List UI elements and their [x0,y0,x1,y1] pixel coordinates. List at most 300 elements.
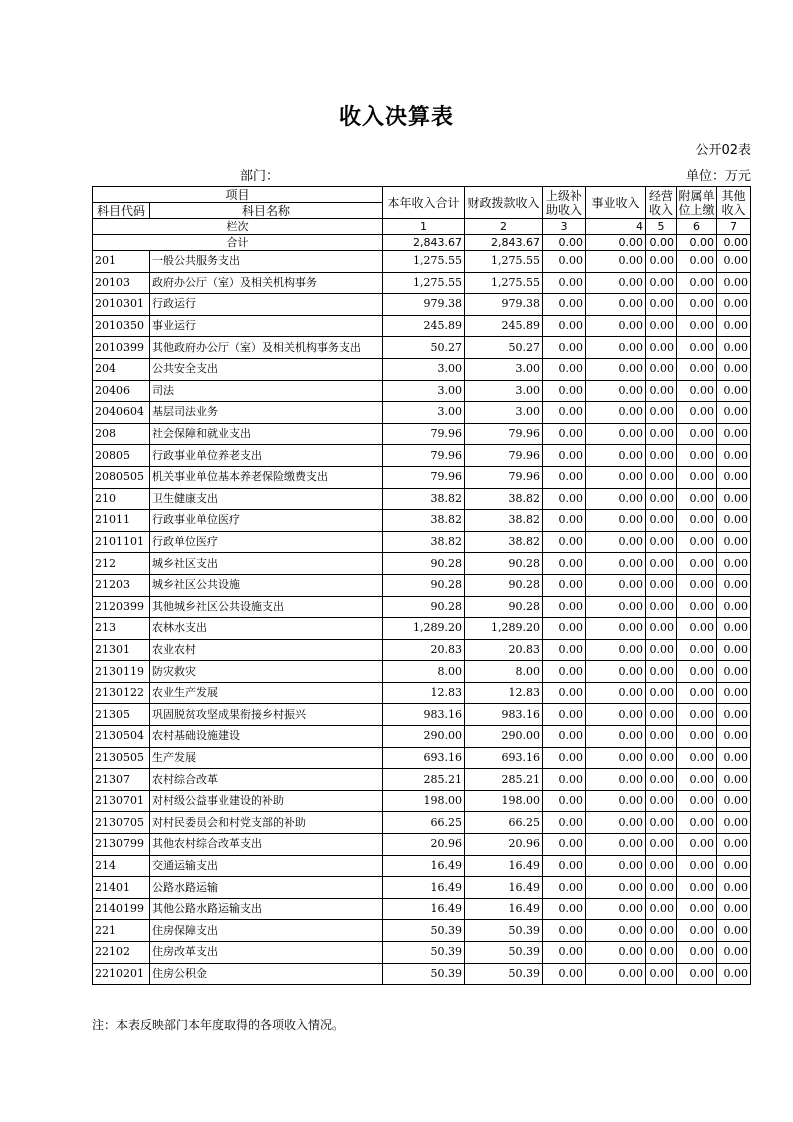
total-income: 3.00 [383,380,465,402]
fiscal-income: 1,275.55 [465,272,543,294]
other-income: 0.00 [717,294,751,316]
upper-income: 0.00 [543,769,586,791]
total-income: 983.16 [383,704,465,726]
total-value: 2,843.67 [465,235,543,251]
fiscal-income: 38.82 [465,488,543,510]
subject-code: 2010350 [93,315,150,337]
operating-income: 0.00 [646,661,677,683]
total-income: 38.82 [383,510,465,532]
operating-income: 0.00 [646,251,677,273]
other-income: 0.00 [717,251,751,273]
operating-income: 0.00 [646,769,677,791]
subject-code: 21305 [93,704,150,726]
upper-income: 0.00 [543,942,586,964]
fiscal-income: 979.38 [465,294,543,316]
table-code: 公开02表 [695,143,751,158]
upper-income: 0.00 [543,251,586,273]
subject-code: 2040604 [93,402,150,424]
upper-income: 0.00 [543,531,586,553]
subject-name: 城乡社区公共设施 [150,574,383,596]
upper-income: 0.00 [543,639,586,661]
affiliated-income: 0.00 [677,423,717,445]
subject-name: 其他城乡社区公共设施支出 [150,596,383,618]
subject-name: 事业运行 [150,315,383,337]
subject-code: 22102 [93,942,150,964]
header-affiliated: 附属单位上缴 [678,188,715,217]
col-num: 1 [383,219,465,235]
affiliated-income: 0.00 [677,380,717,402]
col-num: 4 [586,219,646,235]
header-item: 项目 [93,187,383,203]
upper-income: 0.00 [543,920,586,942]
total-income: 979.38 [383,294,465,316]
table-row [93,337,751,359]
subject-name: 卫生健康支出 [150,488,383,510]
table-row [93,855,751,877]
subject-name: 其他公路水路运输支出 [150,898,383,920]
operating-income: 0.00 [646,574,677,596]
fiscal-income: 66.25 [465,812,543,834]
other-income: 0.00 [717,963,751,985]
upper-income: 0.00 [543,963,586,985]
affiliated-income: 0.00 [677,834,717,856]
business-income: 0.00 [586,920,646,942]
other-income: 0.00 [717,531,751,553]
fiscal-income: 90.28 [465,596,543,618]
subject-code: 2130799 [93,834,150,856]
business-income: 0.00 [586,618,646,640]
subject-name: 一般公共服务支出 [150,251,383,273]
affiliated-income: 0.00 [677,618,717,640]
header-name: 科目名称 [150,203,383,219]
unit-label: 单位：万元 [685,169,751,184]
affiliated-income: 0.00 [677,596,717,618]
col-num: 5 [646,219,677,235]
subject-name: 住房公积金 [150,963,383,985]
operating-income: 0.00 [646,466,677,488]
business-income: 0.00 [586,272,646,294]
subject-name: 防灾救灾 [150,661,383,683]
table-row [93,898,751,920]
subject-code: 212 [93,553,150,575]
affiliated-income: 0.00 [677,726,717,748]
operating-income: 0.00 [646,790,677,812]
total-income: 285.21 [383,769,465,791]
business-income: 0.00 [586,834,646,856]
fiscal-income: 245.89 [465,315,543,337]
subject-name: 行政事业单位医疗 [150,510,383,532]
subject-code: 2080505 [93,466,150,488]
fiscal-income: 20.96 [465,834,543,856]
other-income: 0.00 [717,618,751,640]
fiscal-income: 50.39 [465,920,543,942]
table-row [93,402,751,424]
subject-name: 行政事业单位养老支出 [150,445,383,467]
subject-code: 21301 [93,639,150,661]
upper-income: 0.00 [543,747,586,769]
table-row [93,488,751,510]
table-row [93,920,751,942]
upper-income: 0.00 [543,618,586,640]
subject-name: 农业农村 [150,639,383,661]
col-num: 2 [465,219,543,235]
operating-income: 0.00 [646,877,677,899]
subject-name: 行政运行 [150,294,383,316]
other-income: 0.00 [717,747,751,769]
fiscal-income: 16.49 [465,898,543,920]
table-row [93,726,751,748]
subject-name: 公路水路运输 [150,877,383,899]
subject-code: 21401 [93,877,150,899]
total-income: 79.96 [383,423,465,445]
upper-income: 0.00 [543,358,586,380]
subject-name: 对村级公益事业建设的补助 [150,790,383,812]
fiscal-income: 285.21 [465,769,543,791]
fiscal-income: 3.00 [465,402,543,424]
affiliated-income: 0.00 [677,337,717,359]
business-income: 0.00 [586,337,646,359]
upper-income: 0.00 [543,423,586,445]
total-income: 38.82 [383,488,465,510]
subject-code: 21307 [93,769,150,791]
fiscal-income: 79.96 [465,466,543,488]
total-income: 38.82 [383,531,465,553]
affiliated-income: 0.00 [677,769,717,791]
operating-income: 0.00 [646,531,677,553]
operating-income: 0.00 [646,639,677,661]
other-income: 0.00 [717,661,751,683]
affiliated-income: 0.00 [677,747,717,769]
total-value: 0.00 [677,235,717,251]
subject-name: 对村民委员会和村党支部的补助 [150,812,383,834]
business-income: 0.00 [586,251,646,273]
affiliated-income: 0.00 [677,315,717,337]
subject-code: 21011 [93,510,150,532]
other-income: 0.00 [717,898,751,920]
business-income: 0.00 [586,402,646,424]
table-row [93,574,751,596]
table-row [93,358,751,380]
operating-income: 0.00 [646,337,677,359]
table-row [93,251,751,273]
subject-name: 司法 [150,380,383,402]
total-income: 16.49 [383,898,465,920]
upper-income: 0.00 [543,661,586,683]
total-income: 20.96 [383,834,465,856]
fiscal-income: 1,289.20 [465,618,543,640]
table-row [93,618,751,640]
upper-income: 0.00 [543,574,586,596]
affiliated-income: 0.00 [677,682,717,704]
other-income: 0.00 [717,920,751,942]
business-income: 0.00 [586,358,646,380]
upper-income: 0.00 [543,898,586,920]
upper-income: 0.00 [543,380,586,402]
operating-income: 0.00 [646,402,677,424]
affiliated-income: 0.00 [677,251,717,273]
table-row [93,834,751,856]
other-income: 0.00 [717,855,751,877]
business-income: 0.00 [586,661,646,683]
total-income: 693.16 [383,747,465,769]
affiliated-income: 0.00 [677,272,717,294]
subject-name: 交通运输支出 [150,855,383,877]
subject-code: 2130705 [93,812,150,834]
department-label: 部门： [240,169,280,184]
total-value: 0.00 [586,235,646,251]
other-income: 0.00 [717,769,751,791]
other-income: 0.00 [717,682,751,704]
fiscal-income: 983.16 [465,704,543,726]
total-income: 198.00 [383,790,465,812]
operating-income: 0.00 [646,596,677,618]
col-num: 7 [717,219,751,235]
total-income: 50.39 [383,920,465,942]
business-income: 0.00 [586,726,646,748]
business-income: 0.00 [586,315,646,337]
subject-code: 213 [93,618,150,640]
subject-code: 2010301 [93,294,150,316]
affiliated-income: 0.00 [677,877,717,899]
subject-name: 农业生产发展 [150,682,383,704]
business-income: 0.00 [586,898,646,920]
operating-income: 0.00 [646,380,677,402]
fiscal-income: 1,275.55 [465,251,543,273]
other-income: 0.00 [717,337,751,359]
subject-name: 城乡社区支出 [150,553,383,575]
fiscal-income: 12.83 [465,682,543,704]
total-income: 245.89 [383,315,465,337]
total-income: 50.39 [383,942,465,964]
other-income: 0.00 [717,704,751,726]
other-income: 0.00 [717,596,751,618]
table-row [93,445,751,467]
total-value: 0.00 [717,235,751,251]
subject-name: 住房改革支出 [150,942,383,964]
operating-income: 0.00 [646,855,677,877]
subject-code: 2130122 [93,682,150,704]
table-row [93,963,751,985]
business-income: 0.00 [586,963,646,985]
subject-code: 221 [93,920,150,942]
operating-income: 0.00 [646,488,677,510]
operating-income: 0.00 [646,726,677,748]
header-total: 本年收入合计 [383,187,465,219]
affiliated-income: 0.00 [677,704,717,726]
other-income: 0.00 [717,877,751,899]
total-income: 90.28 [383,553,465,575]
subject-name: 公共安全支出 [150,358,383,380]
subject-name: 社会保障和就业支出 [150,423,383,445]
total-income: 16.49 [383,877,465,899]
column-number-row [93,219,751,235]
other-income: 0.00 [717,315,751,337]
business-income: 0.00 [586,531,646,553]
affiliated-income: 0.00 [677,488,717,510]
other-income: 0.00 [717,380,751,402]
table-row [93,661,751,683]
fiscal-income: 90.28 [465,553,543,575]
business-income: 0.00 [586,380,646,402]
table-row [93,510,751,532]
total-income: 16.49 [383,855,465,877]
table-row [93,639,751,661]
upper-income: 0.00 [543,704,586,726]
upper-income: 0.00 [543,855,586,877]
affiliated-income: 0.00 [677,553,717,575]
business-income: 0.00 [586,747,646,769]
business-income: 0.00 [586,769,646,791]
table-row [93,747,751,769]
other-income: 0.00 [717,574,751,596]
column-label: 栏次 [93,219,383,235]
header-other: 其他收入 [717,187,751,219]
affiliated-income: 0.00 [677,639,717,661]
fiscal-income: 3.00 [465,358,543,380]
page-title: 收入决算表 [338,105,454,130]
business-income: 0.00 [586,812,646,834]
total-income: 3.00 [383,358,465,380]
affiliated-income: 0.00 [677,790,717,812]
table-row [93,704,751,726]
table-row [93,294,751,316]
total-label: 合计 [93,235,383,251]
total-income: 90.28 [383,574,465,596]
upper-income: 0.00 [543,402,586,424]
operating-income: 0.00 [646,358,677,380]
upper-income: 0.00 [543,726,586,748]
other-income: 0.00 [717,358,751,380]
header-operating: 经营收入 [646,187,677,219]
fiscal-income: 198.00 [465,790,543,812]
header-fiscal: 财政拨款收入 [465,187,543,219]
subject-code: 214 [93,855,150,877]
table-row [93,423,751,445]
business-income: 0.00 [586,855,646,877]
upper-income: 0.00 [543,294,586,316]
upper-income: 0.00 [543,315,586,337]
business-income: 0.00 [586,466,646,488]
subject-code: 2130701 [93,790,150,812]
subject-code: 2010399 [93,337,150,359]
other-income: 0.00 [717,726,751,748]
table-row [93,769,751,791]
other-income: 0.00 [717,402,751,424]
fiscal-income: 50.39 [465,963,543,985]
subject-code: 20103 [93,272,150,294]
fiscal-income: 38.82 [465,531,543,553]
upper-income: 0.00 [543,337,586,359]
total-income: 20.83 [383,639,465,661]
upper-income: 0.00 [543,790,586,812]
operating-income: 0.00 [646,553,677,575]
total-income: 290.00 [383,726,465,748]
total-value: 2,843.67 [383,235,465,251]
other-income: 0.00 [717,639,751,661]
subject-code: 20406 [93,380,150,402]
affiliated-income: 0.00 [677,963,717,985]
total-income: 79.96 [383,445,465,467]
business-income: 0.00 [586,704,646,726]
total-income: 66.25 [383,812,465,834]
operating-income: 0.00 [646,812,677,834]
other-income: 0.00 [717,423,751,445]
upper-income: 0.00 [543,834,586,856]
subject-code: 2120399 [93,596,150,618]
table-row [93,553,751,575]
operating-income: 0.00 [646,942,677,964]
business-income: 0.00 [586,942,646,964]
upper-income: 0.00 [543,682,586,704]
subject-name: 其他政府办公厅（室）及相关机构事务支出 [150,337,383,359]
operating-income: 0.00 [646,682,677,704]
upper-income: 0.00 [543,272,586,294]
subject-name: 巩固脱贫攻坚成果衔接乡村振兴 [150,704,383,726]
upper-income: 0.00 [543,445,586,467]
fiscal-income: 50.27 [465,337,543,359]
table-row [93,596,751,618]
fiscal-income: 79.96 [465,423,543,445]
affiliated-income: 0.00 [677,510,717,532]
affiliated-income: 0.00 [677,942,717,964]
subject-name: 农林水支出 [150,618,383,640]
other-income: 0.00 [717,488,751,510]
total-income: 1,275.55 [383,272,465,294]
affiliated-income: 0.00 [677,898,717,920]
operating-income: 0.00 [646,963,677,985]
total-income: 1,275.55 [383,251,465,273]
other-income: 0.00 [717,272,751,294]
subject-name: 农村综合改革 [150,769,383,791]
subject-code: 210 [93,488,150,510]
business-income: 0.00 [586,574,646,596]
total-income: 90.28 [383,596,465,618]
upper-income: 0.00 [543,812,586,834]
subject-code: 201 [93,251,150,273]
fiscal-income: 20.83 [465,639,543,661]
business-income: 0.00 [586,639,646,661]
total-income: 1,289.20 [383,618,465,640]
operating-income: 0.00 [646,920,677,942]
affiliated-income: 0.00 [677,445,717,467]
fiscal-income: 290.00 [465,726,543,748]
operating-income: 0.00 [646,618,677,640]
other-income: 0.00 [717,812,751,834]
upper-income: 0.00 [543,553,586,575]
business-income: 0.00 [586,488,646,510]
table-row [93,272,751,294]
fiscal-income: 90.28 [465,574,543,596]
affiliated-income: 0.00 [677,920,717,942]
operating-income: 0.00 [646,510,677,532]
fiscal-income: 3.00 [465,380,543,402]
affiliated-income: 0.00 [677,661,717,683]
business-income: 0.00 [586,553,646,575]
business-income: 0.00 [586,510,646,532]
footnote: 注：本表反映部门本年度取得的各项收入情况。 [92,1018,345,1032]
table-row [93,877,751,899]
total-row [93,235,751,251]
operating-income: 0.00 [646,834,677,856]
income-table [92,186,751,985]
subject-code: 2101101 [93,531,150,553]
total-income: 3.00 [383,402,465,424]
business-income: 0.00 [586,682,646,704]
header-code: 科目代码 [93,203,150,219]
fiscal-income: 50.39 [465,942,543,964]
upper-income: 0.00 [543,466,586,488]
affiliated-income: 0.00 [677,812,717,834]
